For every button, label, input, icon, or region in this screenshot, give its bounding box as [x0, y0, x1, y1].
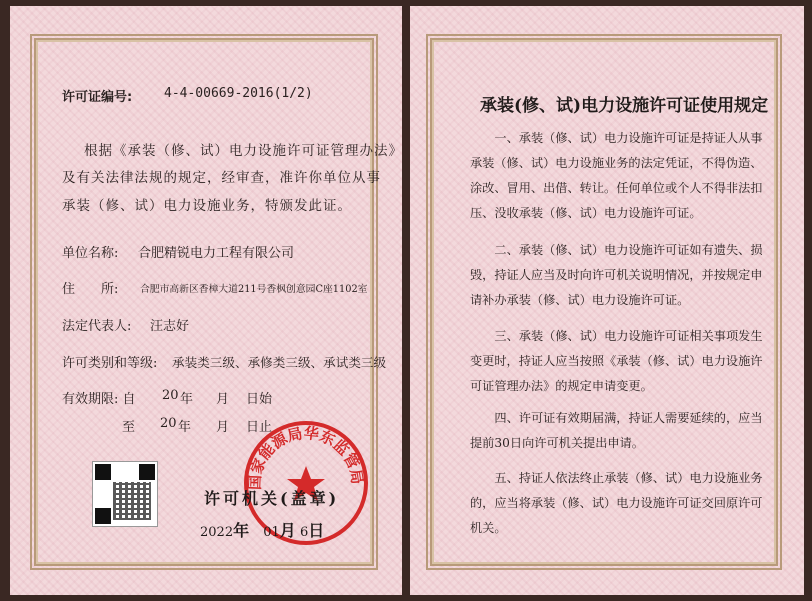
valid-to-year-unit: 年	[178, 420, 192, 435]
rule-3: 三、承装（修、试）电力设施许可证相关事项发生变更时，持证人应当按照《承装（修、试）电力设施许可证管理办法》的规定申请变更。	[470, 329, 763, 393]
valid-from-year: 20	[162, 388, 179, 403]
valid-to-label: 至	[122, 420, 136, 435]
valid-from-month-unit: 月	[216, 392, 230, 407]
right-page	[410, 6, 804, 595]
valid-from-day-unit: 日始	[246, 392, 273, 407]
validity-label: 有效期限: 自	[62, 392, 136, 407]
valid-to-year: 20	[160, 416, 177, 431]
rule-1: 一、承装（修、试）电力设施许可证是持证人从事承装（修、试）电力设施业务的法定凭证，不得伪造、涂改、冒用、出借、转让。任何单位或个人不得非法扣压、没收承装（修、试）电力设施许可证。	[470, 131, 763, 220]
valid-to-month-unit: 月	[216, 420, 230, 435]
issue-day-unit: 日	[308, 521, 325, 540]
category-value: 承装类三级、承修类三级、承试类三级	[172, 355, 387, 370]
intro-line-2: 及有关法律法规的规定，经审查，准许你单位从事	[62, 170, 381, 186]
qr-code	[92, 461, 158, 527]
legal-rep-name: 汪志好	[150, 319, 190, 334]
rule-4: 四、许可证有效期届满，持证人需要延续的，应当提前30日向许可机关提出申请。	[470, 411, 763, 450]
valid-to-day-unit: 日止	[246, 420, 273, 435]
rule-2: 二、承装（修、试）电力设施许可证如有遗失、损毁，持证人应当及时向许可机关说明情况，并按规定申请补办承装（修、试）电力设施许可证。	[470, 243, 763, 307]
legal-rep-label: 法定代表人:	[62, 319, 132, 334]
authority-label: 许可机关(盖章)	[204, 489, 340, 508]
unit-name-label: 单位名称:	[62, 246, 119, 261]
left-page	[10, 6, 402, 595]
license-number-label: 许可证编号:	[62, 90, 133, 105]
valid-from-year-unit: 年	[180, 392, 194, 407]
issue-month: 01	[263, 525, 280, 540]
issue-month-unit: 月	[279, 521, 296, 540]
unit-name: 合肥精锐电力工程有限公司	[138, 246, 295, 261]
issue-day: 6	[299, 525, 309, 540]
issue-year: 2022	[200, 525, 234, 540]
category-label: 许可类别和等级:	[62, 356, 158, 371]
address-label: 住 所:	[62, 282, 119, 297]
address: 合肥市高新区香樟大道211号香枫创意园C座1102室	[140, 284, 368, 295]
seal-text: 国家能源局华东监管局	[245, 424, 367, 491]
issue-year-unit: 年	[233, 521, 250, 540]
issue-date	[200, 518, 324, 541]
license-number: 4-4-00669-2016(1/2)	[164, 86, 313, 101]
rule-5: 五、持证人依法终止承装（修、试）电力设施业务的，应当将承装（修、试）电力设施许可证交回原许可机关。	[470, 471, 763, 535]
rules-title: 承装(修、试)电力设施许可证使用规定	[480, 96, 769, 116]
intro-line-1: 根据《承装（修、试）电力设施许可证管理办法》	[84, 143, 403, 159]
intro-line-3: 承装（修、试）电力设施业务，特颁发此证。	[62, 198, 352, 214]
